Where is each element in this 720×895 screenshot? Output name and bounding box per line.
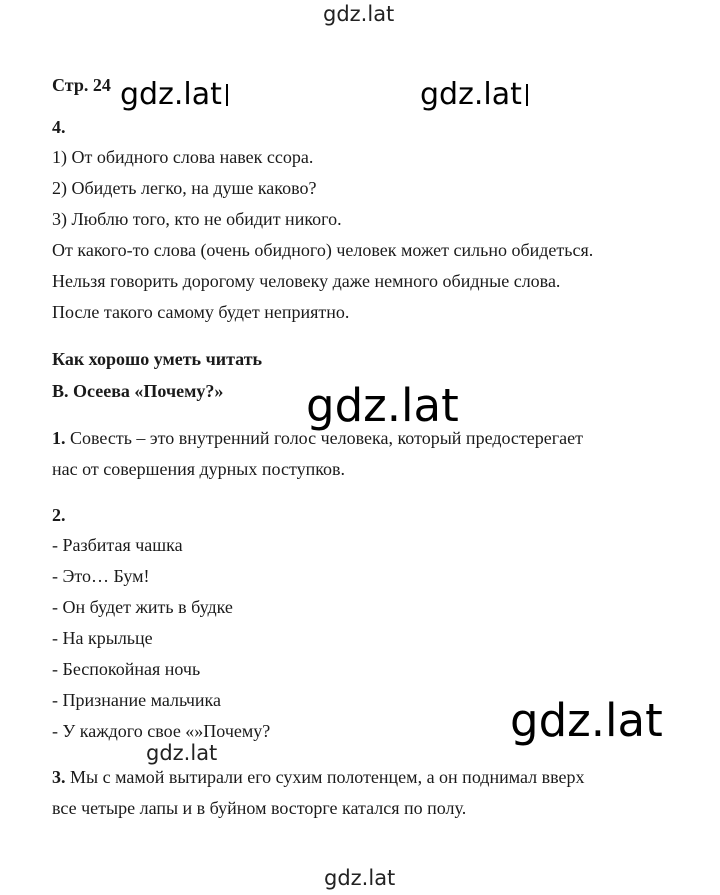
q2-item: - На крыльце bbox=[52, 628, 153, 648]
story-title: В. Осеева «Почему?» bbox=[52, 381, 224, 401]
watermark-center: gdz.lat bbox=[306, 379, 459, 432]
task4-number: 4. bbox=[52, 117, 66, 137]
page-label: Стр. 24 bbox=[52, 75, 111, 95]
q3-line bbox=[52, 766, 585, 788]
q2-item: - Признание мальчика bbox=[52, 690, 221, 710]
watermark-bar bbox=[526, 84, 528, 106]
q1-line: нас от совершения дурных поступков. bbox=[52, 459, 346, 479]
q2-item: - Он будет жить в будке bbox=[52, 597, 233, 617]
watermark-header-left bbox=[120, 77, 228, 112]
task4-line: 3) Люблю того, кто не обидит никого. bbox=[52, 209, 342, 229]
watermark-top: gdz.lat bbox=[323, 2, 395, 26]
section-title: Как хорошо уметь читать bbox=[52, 349, 263, 369]
q3-text: Мы с мамой вытирали его сухим полотенцем, а он поднимал вверх bbox=[65, 767, 585, 787]
q2-item: - Разбитая чашка bbox=[52, 535, 183, 555]
watermark-header-right-text: gdz.lat bbox=[420, 77, 522, 112]
task4-line: После такого самому будет неприятно. bbox=[52, 302, 350, 322]
watermark-header-right bbox=[420, 77, 528, 112]
watermark-header-left-text: gdz.lat bbox=[120, 77, 222, 112]
watermark-lower-small: gdz.lat bbox=[146, 741, 218, 765]
q1-text: Совесть – это внутренний голос человека, который предостерегает bbox=[65, 428, 583, 448]
q2-number: 2. bbox=[52, 505, 66, 525]
watermark-bottom: gdz.lat bbox=[324, 866, 396, 890]
task4-line: 2) Обидеть легко, на душе каково? bbox=[52, 178, 317, 198]
q2-item: - Беспокойная ночь bbox=[52, 659, 201, 679]
watermark-right-large: gdz.lat bbox=[510, 694, 663, 747]
q2-item: - У каждого свое «»Почему? bbox=[52, 721, 271, 741]
task4-line: 1) От обидного слова навек ссора. bbox=[52, 147, 314, 167]
q3-line: все четыре лапы и в буйном восторге катался по полу. bbox=[52, 798, 467, 818]
task4-line: Нельзя говорить дорогому человеку даже немного обидные слова. bbox=[52, 271, 561, 291]
watermark-bar bbox=[226, 84, 228, 106]
q1-number: 1. bbox=[52, 428, 66, 448]
task4-line: От какого-то слова (очень обидного) человек может сильно обидеться. bbox=[52, 240, 594, 260]
q2-item: - Это… Бум! bbox=[52, 566, 150, 586]
q3-number: 3. bbox=[52, 767, 66, 787]
